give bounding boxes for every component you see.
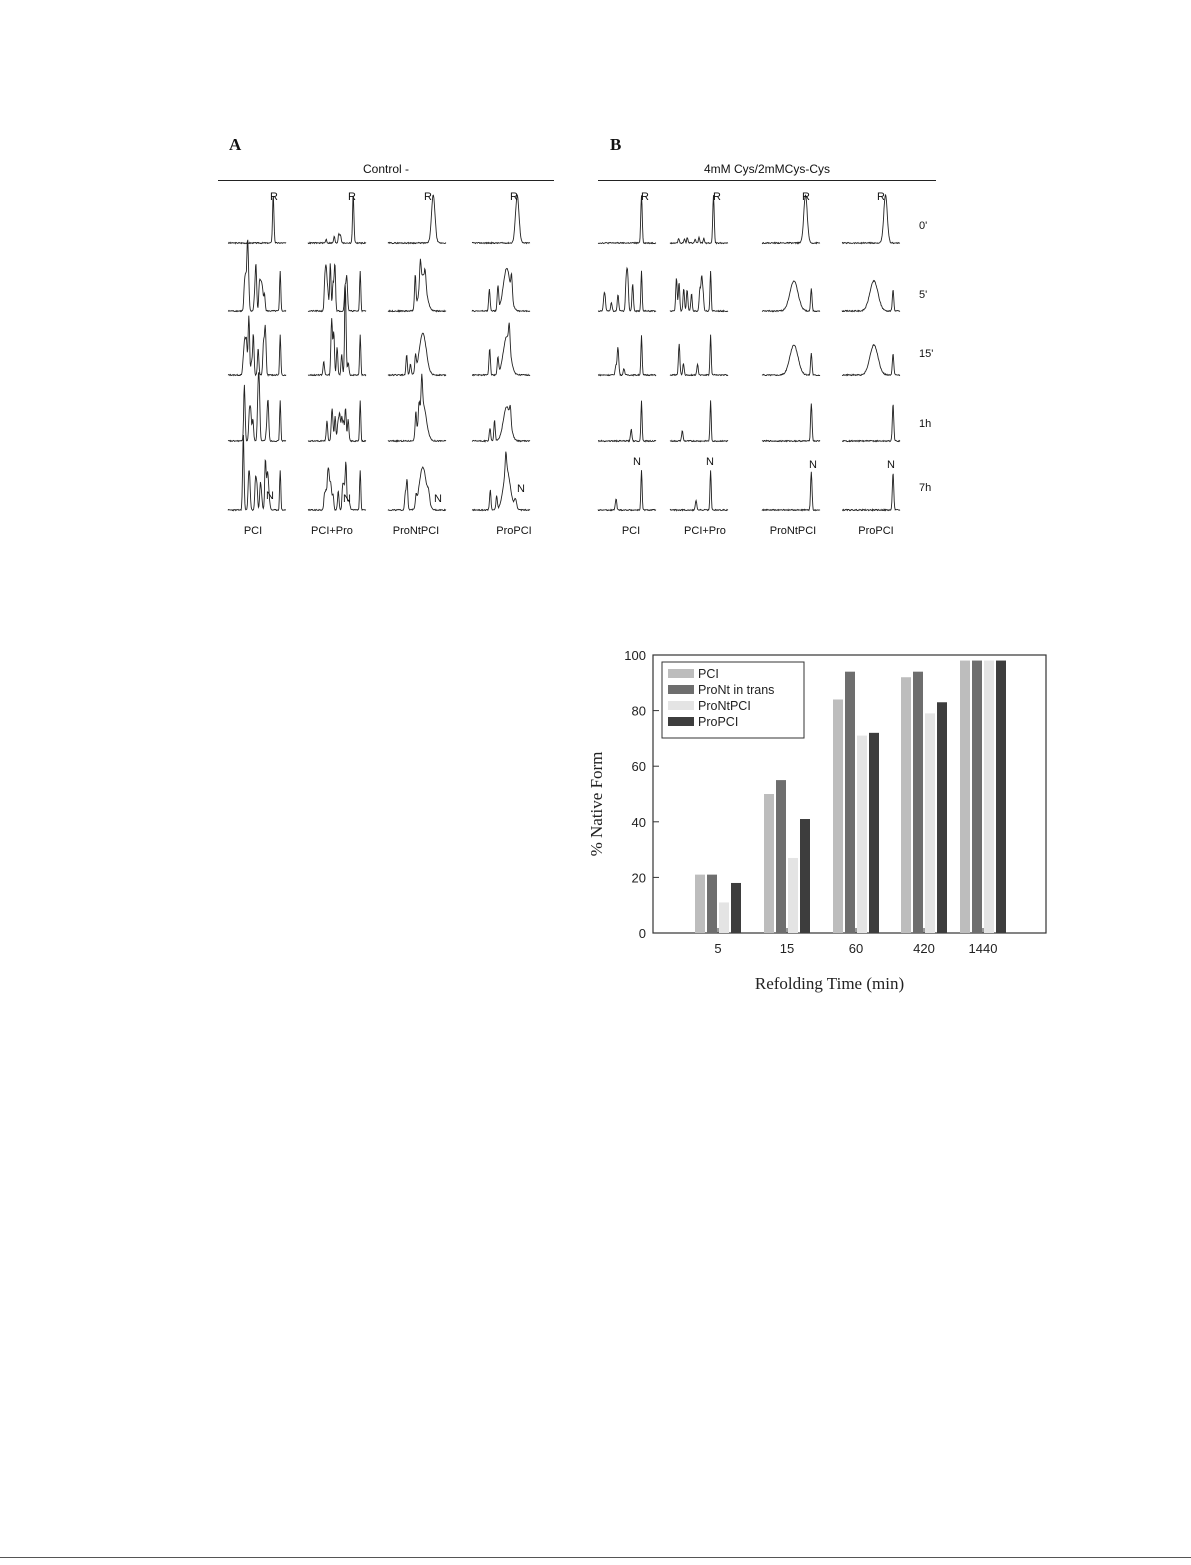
reduced-peak-label: R <box>713 191 721 203</box>
y-tick-label: 60 <box>631 759 646 775</box>
legend-swatch <box>668 669 694 678</box>
time-point-label: 1h <box>919 418 932 430</box>
page-bottom-rule <box>0 1557 1191 1558</box>
bar-prontpci-420 <box>925 713 935 933</box>
x-tick-label: 1440 <box>968 941 998 956</box>
panel-a-column-label: ProPCI <box>496 525 532 537</box>
bar-pront-in-trans-420 <box>913 672 923 933</box>
legend-label: PCI <box>698 667 719 681</box>
native-peak-label: N <box>343 493 351 505</box>
y-tick-label: 100 <box>624 648 646 663</box>
reduced-peak-label: R <box>641 191 649 203</box>
bar-pci-5 <box>695 875 705 933</box>
x-tick-label: 60 <box>848 941 864 956</box>
y-tick-label: 80 <box>631 703 646 719</box>
y-tick-label: 0 <box>638 926 646 941</box>
reduced-peak-label: R <box>877 191 885 203</box>
time-point-label: 7h <box>919 482 932 494</box>
x-axis-title: Refolding Time (min) <box>754 974 905 993</box>
bar-prontpci-1440 <box>984 661 994 933</box>
bar-propci-15 <box>800 819 810 933</box>
legend-label: ProNt in trans <box>698 683 775 697</box>
panel-a-title: Control - <box>362 162 409 176</box>
panel-b-column-label: PCI <box>621 525 641 537</box>
x-tick-label: 15 <box>779 941 795 956</box>
time-point-label: 0' <box>919 220 928 232</box>
bar-propci-1440 <box>996 661 1006 933</box>
native-peak-label: N <box>434 493 442 505</box>
bar-pci-15 <box>764 794 774 933</box>
panel-b-title: 4mM Cys/2mMCys-Cys <box>704 162 830 176</box>
bar-prontpci-60 <box>857 736 867 933</box>
bar-pront-in-trans-15 <box>776 780 786 933</box>
legend-swatch <box>668 685 694 694</box>
native-peak-label: N <box>706 456 714 468</box>
y-tick-label: 40 <box>631 814 646 830</box>
panel-b-column-label: PCI+Pro <box>684 525 726 537</box>
bar-pront-in-trans-5 <box>707 875 717 933</box>
native-peak-label: N <box>887 459 895 471</box>
panel-a-column-label: PCI+Pro <box>311 525 353 537</box>
legend-swatch <box>668 717 694 726</box>
panel-a-column-label: PCI <box>243 525 263 537</box>
panel-b-letter: B <box>610 135 622 154</box>
bar-pront-in-trans-60 <box>845 672 855 933</box>
legend-label: ProPCI <box>698 715 739 729</box>
panel-a-letter: A <box>229 135 242 154</box>
bar-pci-420 <box>901 677 911 933</box>
time-point-label: 5' <box>919 289 928 301</box>
native-peak-label: N <box>266 490 274 502</box>
y-tick-label: 20 <box>631 870 646 886</box>
reduced-peak-label: R <box>348 191 356 203</box>
native-peak-label: N <box>633 456 641 468</box>
bar-propci-60 <box>869 733 879 933</box>
x-tick-label: 5 <box>714 941 722 956</box>
bar-pci-1440 <box>960 661 970 933</box>
time-point-label: 15' <box>919 348 934 360</box>
bar-prontpci-15 <box>788 858 798 933</box>
legend-label: ProNtPCI <box>698 699 751 713</box>
reduced-peak-label: R <box>510 191 518 203</box>
panel-a-column-label: ProNtPCI <box>392 525 440 537</box>
bar-prontpci-5 <box>719 902 729 933</box>
reduced-peak-label: R <box>270 191 278 203</box>
panel-b-column-label: ProPCI <box>858 525 894 537</box>
y-axis-title: % Native Form <box>587 751 606 857</box>
native-peak-label: N <box>517 483 525 495</box>
bar-pront-in-trans-1440 <box>972 661 982 933</box>
legend-swatch <box>668 701 694 710</box>
native-peak-label: N <box>809 459 817 471</box>
legend <box>662 662 804 738</box>
reduced-peak-label: R <box>802 191 810 203</box>
bar-pci-60 <box>833 699 843 933</box>
x-tick-label: 420 <box>913 941 935 956</box>
bar-propci-420 <box>937 702 947 933</box>
reduced-peak-label: R <box>424 191 432 203</box>
panel-b-column-label: ProNtPCI <box>769 525 817 537</box>
bar-propci-5 <box>731 883 741 933</box>
